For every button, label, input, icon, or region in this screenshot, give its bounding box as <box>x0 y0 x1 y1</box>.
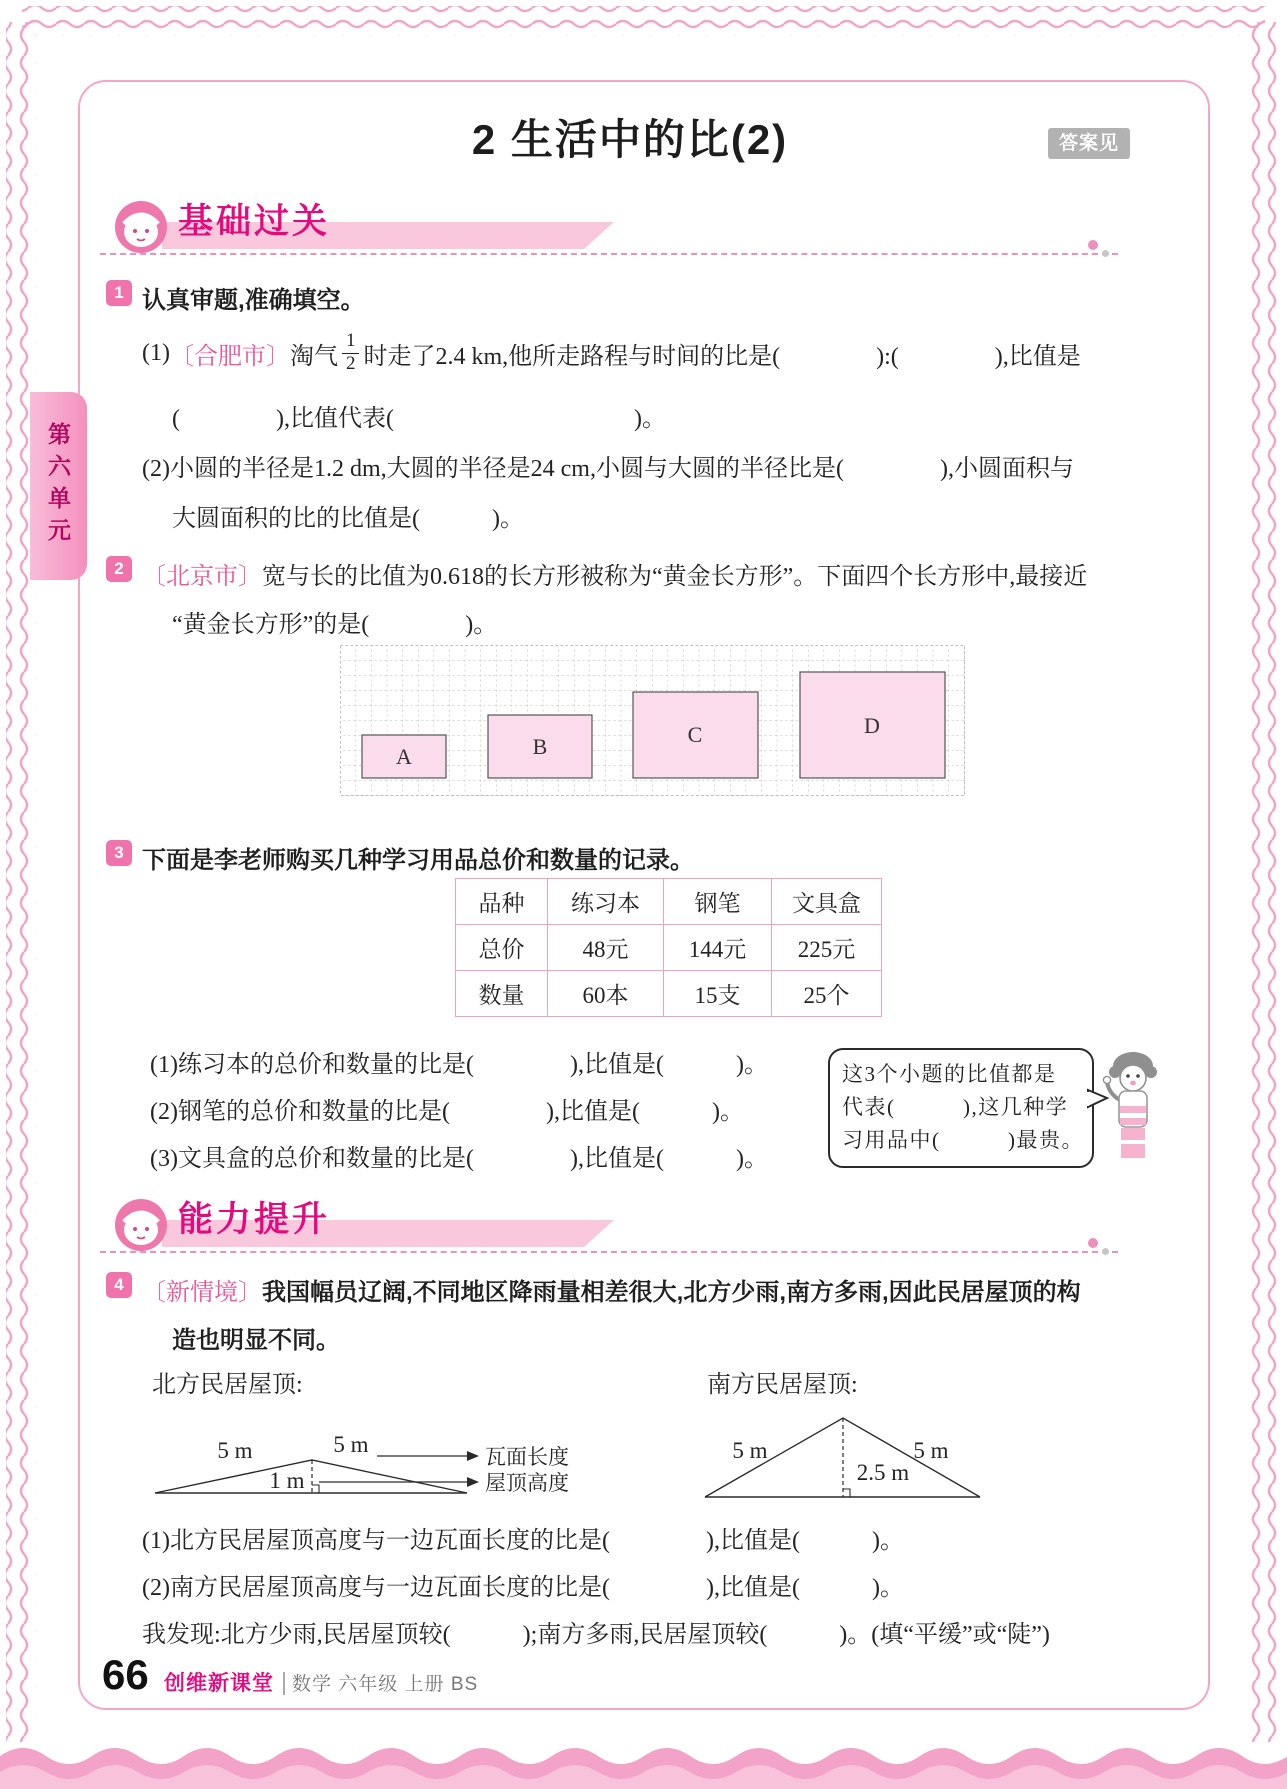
table-cell: 15支 <box>664 971 772 1017</box>
footer-brand: 创维新课堂 <box>164 1672 274 1695</box>
goods-table <box>455 878 882 1017</box>
rect-d-label: D <box>864 713 880 738</box>
table-cell: 数量 <box>456 971 548 1017</box>
table-cell: 25个 <box>772 971 882 1017</box>
footer-meta: 数学 六年级 上册 BS <box>292 1674 479 1695</box>
table-row <box>456 971 882 1017</box>
table-header-row <box>456 879 882 925</box>
north-slope-right-label: 5 m <box>333 1432 369 1457</box>
q1-sub1-prefix: (1) <box>142 339 170 366</box>
unit-label: 第六单元 <box>45 422 71 550</box>
q1-instruction: 认真审题,准确填空。 <box>142 287 365 314</box>
q3-sub2: (2)钢笔的总价和数量的比是( ),比值是( )。 <box>150 1099 744 1125</box>
roof-height-label: 屋顶高度 <box>485 1471 569 1495</box>
divider-dot <box>1088 1238 1098 1248</box>
divider-dot <box>1102 250 1109 257</box>
answer-badge: 答案见P20 <box>1048 128 1130 159</box>
q1-sub2-line2: 大圆面积的比的比值是( )。 <box>172 506 524 532</box>
page-title: 2 生活中的比(2) <box>471 116 789 163</box>
footer-separator <box>283 1672 285 1695</box>
section2-mascot-icon <box>112 1196 170 1254</box>
south-slope-left-label: 5 m <box>732 1438 768 1463</box>
south-roof-diagram <box>688 1400 998 1505</box>
table-cell: 总价 <box>456 925 548 971</box>
bubble-line: 习用品中( )最贵。 <box>842 1128 1084 1152</box>
q1-source-tag: 〔合肥市〕 <box>169 343 290 370</box>
table-header-cell: 文具盒 <box>772 879 882 925</box>
q2-line2: “黄金长方形”的是( )。 <box>172 612 498 638</box>
north-roof-label: 北方民居屋顶: <box>152 1372 303 1398</box>
rectangles-grid-figure <box>340 645 966 797</box>
unit-side-tab <box>30 392 87 580</box>
north-height-label: 1 m <box>269 1468 305 1493</box>
rect-b-label: B <box>532 734 548 759</box>
q4-number-badge: 4 <box>106 1272 132 1298</box>
table-cell: 48元 <box>548 925 664 971</box>
q2-line1: 〔北京市〕宽与长的比值为0.618的长方形被称为“黄金长方形”。下面四个长方形中,最接近 <box>142 564 1088 590</box>
q4-line1: 〔新情境〕我国幅员辽阔,不同地区降雨量相差很大,北方少雨,南方多雨,因此民居屋顶的构 <box>142 1279 1081 1306</box>
divider-dot <box>1088 240 1098 250</box>
divider-dot <box>1102 1248 1109 1255</box>
table-header-cell: 钢笔 <box>664 879 772 925</box>
q1-sub1-text: 淘气 <box>289 343 338 370</box>
q1-sub2-line1: (2)小圆的半径是1.2 dm,大圆的半径是24 cm,小圆与大圆的半径比是( ),小圆面积与 <box>142 456 1074 482</box>
boy-mascot <box>1100 1050 1164 1178</box>
table-header-cell: 练习本 <box>548 879 664 925</box>
table-cell: 225元 <box>772 925 882 971</box>
q3-sub1: (1)练习本的总价和数量的比是( ),比值是( )。 <box>150 1052 768 1078</box>
south-roof-label: 南方民居屋顶: <box>707 1372 858 1398</box>
q1-number-badge: 1 <box>106 280 132 306</box>
q4-sub1: (1)北方民居屋顶高度与一边瓦面长度的比是( ),比值是( )。 <box>142 1528 904 1554</box>
q1-sub1-line2: ( ),比值代表( )。 <box>172 406 666 432</box>
q2-number-badge: 2 <box>106 556 132 582</box>
section2-divider <box>100 1251 1118 1253</box>
q4-conclusion: 我发现:北方少雨,民居屋顶较( );南方多雨,民居屋顶较( )。(填“平缓”或“陡”) <box>142 1622 1050 1648</box>
hint-speech-bubble <box>828 1048 1094 1168</box>
section1-title: 基础过关 <box>178 202 331 241</box>
q1-sub1-text2: 时走了2.4 km,他所走路程与时间的比是( ):( ),比值是 <box>363 343 1081 370</box>
south-height-label: 2.5 m <box>856 1460 910 1485</box>
q1-sub1-line1 <box>142 330 1081 376</box>
table-cell: 60本 <box>548 971 664 1017</box>
q3-instruction: 下面是李老师购买几种学习用品总价和数量的记录。 <box>142 847 694 874</box>
rect-a-label: A <box>396 744 412 769</box>
table-row <box>456 925 882 971</box>
q3-number-badge: 3 <box>106 840 132 866</box>
q2-source-tag: 〔北京市〕 <box>142 564 262 590</box>
section1-mascot-icon <box>112 198 170 256</box>
q4-source-tag: 〔新情境〕 <box>142 1280 262 1306</box>
rect-c-label: C <box>687 722 703 747</box>
section2-title: 能力提升 <box>178 1200 331 1239</box>
page-number: 66 <box>102 1651 149 1698</box>
north-slope-left-label: 5 m <box>217 1438 253 1463</box>
bubble-line: 这3个小题的比值都是 <box>842 1062 1057 1086</box>
bubble-line: 代表( ),这几种学 <box>842 1095 1069 1119</box>
q4-line2: 造也明显不同。 <box>172 1327 340 1354</box>
south-slope-right-label: 5 m <box>913 1438 949 1463</box>
fraction-one-half: $\frac{1}{2}$ <box>342 331 360 375</box>
table-cell: 144元 <box>664 925 772 971</box>
tile-length-label: 瓦面长度 <box>485 1445 569 1469</box>
section1-divider <box>100 253 1118 255</box>
north-roof-diagram <box>135 1408 613 1506</box>
q3-sub3: (3)文具盒的总价和数量的比是( ),比值是( )。 <box>150 1146 768 1172</box>
table-header-cell: 品种 <box>456 879 548 925</box>
q4-sub2: (2)南方民居屋顶高度与一边瓦面长度的比是( ),比值是( )。 <box>142 1575 904 1601</box>
